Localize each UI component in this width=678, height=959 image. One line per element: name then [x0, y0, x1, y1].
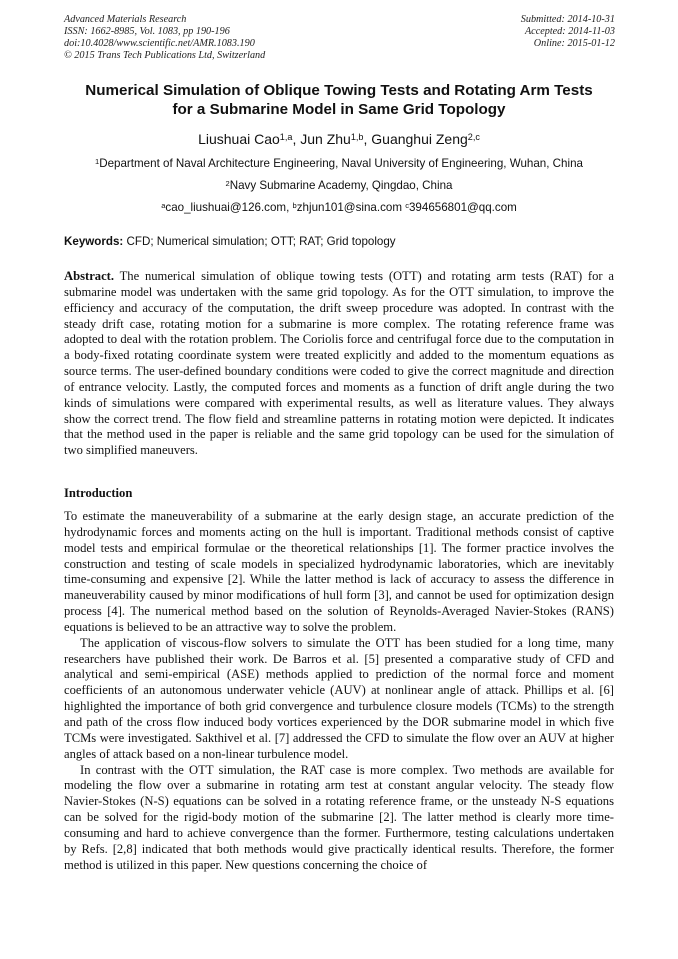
author-list: Liushuai Cao$^{1,a}$, Jun Zhu$^{1,b}$, Guanghui Zeng$^{2,c}$: [198, 131, 480, 147]
title-line-2: for a Submarine Model in Same Grid Topology: [172, 101, 506, 118]
introduction-heading: Introduction: [64, 486, 133, 500]
publication-dates: [521, 14, 615, 50]
introduction-paragraph-2: The application of viscous-flow solvers to simulate the OTT has been studied for a long time, many researchers have published their work. De Barros et al. [5] presented a comparative study of CFD and analytical and semi-empirical (ASE) methods applied to prediction of the normal force and moment coefficients of an autonomous underwater vehicle (AUV) at nonlinear angle of attack. Phillips et al. [6] highlighted the importance of both grid convergence and turbulence closure models (TCMs) to the strength and path of the cross flow induced body vortices experienced by the DOR submarine model in which five TCMs were investigated. Sakthivel et al. [7] addressed the CFD to simulate the flow over an AUV at higher angles of attack based on a non-linear turbulence model.: [64, 635, 614, 761]
affiliation-mark: 2: [225, 178, 230, 188]
accepted-date: Accepted: 2014-11-03: [524, 26, 615, 37]
email-mark: b: [292, 200, 297, 210]
submitted-date: Submitted: 2014-10-31: [520, 14, 615, 25]
affiliation-text: Department of Naval Architecture Engineering, Naval University of Engineering, Wuhan, China: [99, 157, 583, 170]
title-line-1: Numerical Simulation of Oblique Towing Tests and Rotating Arm Tests: [85, 82, 593, 99]
author-affiliation-mark: 2,c: [467, 131, 480, 142]
introduction-paragraph-3: In contrast with the OTT simulation, the RAT case is more complex. Two methods are available for modeling the flow over a submarine in rotating arm test at constant angular velocity. The steady flow Navier-Stokes (N-S) equations can be solved in a rotating reference frame, or the unsteady N-S equations can be solved for the rigid-body motion of the submarine [2]. The latter method is clearly more time-consuming and hard to achieve convergence than the former. Furthermore, testing calculations undertaken by Refs. [2,8] indicated that both methods would give practically identical results. Therefore, the former method is utilized in this paper. New questions concerning the choice of: [64, 762, 614, 872]
author-name: Liushuai Cao: [198, 131, 280, 147]
author-emails: [0, 201, 678, 215]
abstract-text: The numerical simulation of oblique towing tests (OTT) and rotating arm tests (RAT) for a submarine model was undertaken with the same grid topology. As for the OTT simulation, to improve the efficiency and accuracy of the computation, the drift sweep procedure was adopted. In contrast with the steady drift case, rotating motion for a submarine is more complex. The rotating reference frame was adopted to deal with the rotation problem. The Coriolis force and centrifugal force due to the computation in a body-fixed rotating coordinate system were treated explicitly and added to the momentum equations as source terms. The user-defined boundary conditions were coded to give the correct magnitude and direction of entrance velocity. Lastly, the computed forces and moments as a function of drift angle during the two kinds of simulations were compared with experimental results, as well as literature values. They always show the correct trend. The flow field and streamline patterns in rotating motion were depicted. It indicates that the method used in the paper is reliable and the same grid topology can be used for the simulation of two simplified maneuvers.: [64, 269, 614, 458]
journal-copyright: © 2015 Trans Tech Publications Ltd, Switzerland: [64, 50, 266, 61]
abstract-label: Abstract.: [64, 269, 115, 283]
author-affiliation-mark: 1,a: [279, 131, 293, 142]
abstract-section: [64, 269, 614, 459]
affiliation-2: [0, 179, 678, 193]
email-mark: a: [161, 200, 166, 210]
journal-name: Advanced Materials Research: [64, 14, 187, 25]
email-mark: c: [405, 200, 409, 210]
paper-title: [40, 81, 638, 119]
author-affiliation-mark: 1,b: [350, 131, 364, 142]
email-address: zhjun101@sina.com: [296, 201, 402, 214]
affiliation-1: [0, 157, 678, 171]
author-name: Jun Zhu: [300, 131, 351, 147]
affiliation-mark: 1: [95, 156, 100, 166]
keywords-line: [64, 235, 396, 249]
abstract-paragraph: [64, 269, 614, 459]
journal-issn: ISSN: 1662-8985, Vol. 1083, pp 190-196: [64, 26, 230, 37]
author-name: Guanghui Zeng: [371, 131, 468, 147]
journal-info: [64, 14, 265, 62]
email-address: 394656801@qq.com: [408, 201, 517, 214]
introduction-section: [64, 509, 614, 873]
online-date: Online: 2015-01-12: [533, 38, 615, 49]
journal-doi: doi:10.4028/www.scientific.net/AMR.1083.190: [64, 38, 255, 49]
introduction-paragraph-1: To estimate the maneuverability of a submarine at the early design stage, an accurate prediction of the hydrodynamic forces and moments acting on the hull is important. Traditional methods consist of captive model tests and empirical formulae or the theoretical relationships [1]. The former practice involves the construction and testing of scale models in specialized hydrodynamic laboratories, which are inevitably time-consuming and expensive [2]. While the latter method is lack of accuracy to assess the difference in maneuverability caused by minor modifications of hull form [3], and cannot be used for optimization design process [4]. The numerical method based on the solution of Reynolds-Averaged Navier-Stokes (RANS) equations is believed to be an attractive way to solve the problem.: [64, 509, 614, 634]
keywords-text: CFD; Numerical simulation; OTT; RAT; Grid topology: [126, 235, 396, 248]
email-address: cao_liushuai@126.com,: [165, 201, 290, 214]
affiliation-text: Navy Submarine Academy, Qingdao, China: [229, 179, 453, 192]
keywords-label: Keywords:: [64, 235, 124, 248]
